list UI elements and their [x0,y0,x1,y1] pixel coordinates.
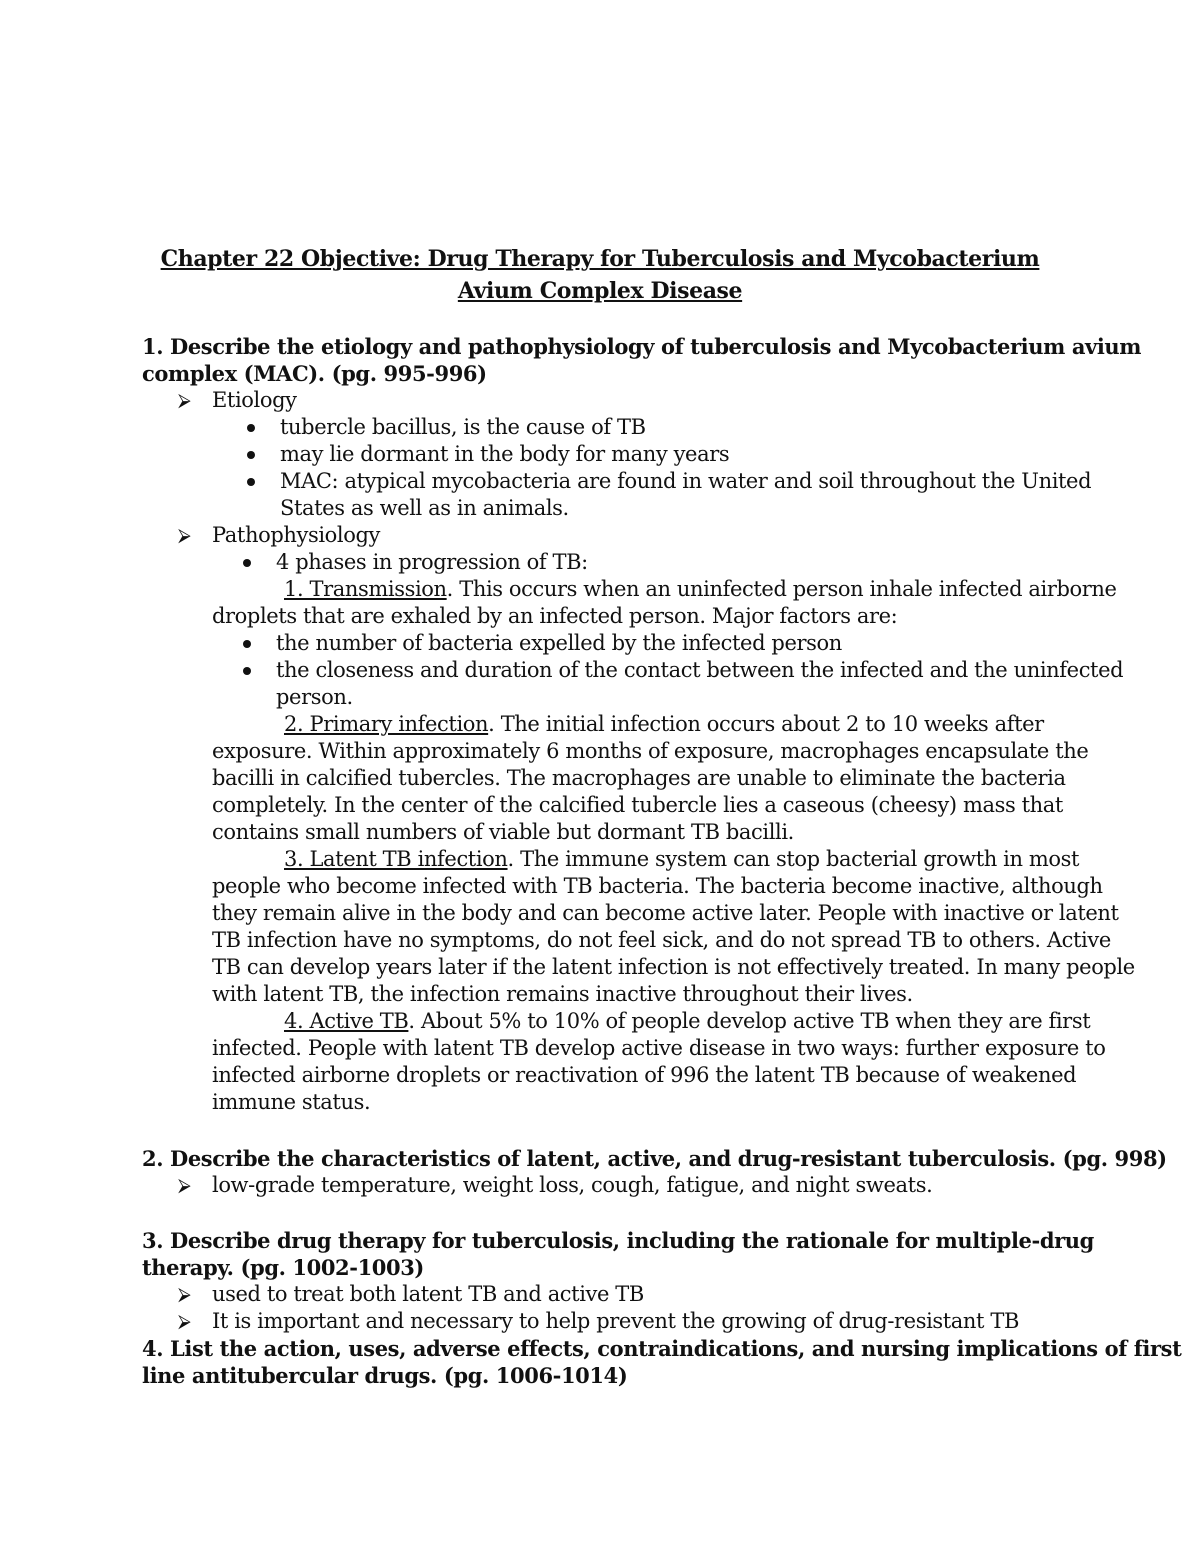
etiology-item: may lie dormant in the body for many years [280,442,730,466]
arrow-bullet-icon: ⮚ [178,1284,191,1305]
active-tb-line-1: 4. Active TB. About 5% to 10% of people develop active TB when they are first [284,1009,1091,1033]
question-3-item: It is important and necessary to help prevent the growing of drug-resistant TB [212,1309,1020,1333]
bullet-dot-icon [247,451,255,459]
transmission-factor: the closeness and duration of the contact between the infected and the uninfected [276,658,1124,682]
transmission-line: droplets that are exhaled by an infected person. Major factors are: [212,604,898,628]
bullet-dot-icon [247,478,255,486]
active-tb-line: infected airborne droplets or reactivation of 996 the latent TB because of weakened [212,1063,1077,1087]
active-tb-heading: 4. Active TB [284,1009,409,1033]
primary-infection-line: completely. In the center of the calcified tubercle lies a caseous (cheesy) mass that [212,793,1063,817]
transmission-line-1: 1. Transmission. This occurs when an uninfected person inhale infected airborne [284,577,1117,601]
arrow-bullet-icon: ⮚ [178,1311,191,1332]
bullet-dot-icon [243,640,251,648]
document-title-line-1: Chapter 22 Objective: Drug Therapy for Tuberculosis and Mycobacterium [160,246,1040,272]
transmission-heading: 1. Transmission [284,577,447,601]
bullet-dot-icon [247,424,255,432]
primary-infection-line: bacilli in calcified tubercles. The macrophages are unable to eliminate the bacteria [212,766,1066,790]
arrow-bullet-icon: ⮚ [178,1175,191,1196]
arrow-bullet-icon: ⮚ [178,390,191,411]
primary-infection-line: exposure. Within approximately 6 months of exposure, macrophages encapsulate the [212,739,1089,763]
phases-intro: 4 phases in progression of TB: [276,550,588,574]
latent-infection-line: TB can develop years later if the latent infection is not effectively treated. In many people [212,955,1135,979]
question-3-item: used to treat both latent TB and active TB [212,1282,644,1306]
question-2-item: low-grade temperature, weight loss, cough, fatigue, and night sweats. [212,1173,933,1197]
etiology-label: Etiology [212,388,297,412]
pathophysiology-label: Pathophysiology [212,523,380,547]
primary-infection-line: contains small numbers of viable but dormant TB bacilli. [212,820,794,844]
latent-infection-heading: 3. Latent TB infection [284,847,508,871]
primary-infection-line-1: 2. Primary infection. The initial infection occurs about 2 to 10 weeks after [284,712,1044,736]
question-2-line-1: 2. Describe the characteristics of latent, active, and drug-resistant tuberculosis. (pg. 998) [142,1146,1167,1171]
primary-infection-heading: 2. Primary infection [284,712,489,736]
transmission-factor: the number of bacteria expelled by the infected person [276,631,842,655]
question-1-line-2: complex (MAC). (pg. 995-996) [142,361,487,386]
etiology-item: MAC: atypical mycobacteria are found in water and soil throughout the United [280,469,1092,493]
active-tb-line: immune status. [212,1090,371,1114]
question-3-line-1: 3. Describe drug therapy for tuberculosis, including the rationale for multiple-drug [142,1228,1094,1253]
question-4-line-1: 4. List the action, uses, adverse effects, contraindications, and nursing implications of first [142,1336,1182,1361]
etiology-item: tubercle bacillus, is the cause of TB [280,415,646,439]
latent-infection-line-1: 3. Latent TB infection. The immune system can stop bacterial growth in most [284,847,1080,871]
latent-infection-line: with latent TB, the infection remains inactive throughout their lives. [212,982,913,1006]
latent-infection-line: they remain alive in the body and can become active later. People with inactive or latent [212,901,1119,925]
bullet-dot-icon [243,559,251,567]
question-4-line-2: line antitubercular drugs. (pg. 1006-1014) [142,1363,628,1388]
question-1-line-1: 1. Describe the etiology and pathophysiology of tuberculosis and Mycobacterium avium [142,334,1142,359]
etiology-item-continued: States as well as in animals. [280,496,569,520]
latent-infection-line: TB infection have no symptoms, do not feel sick, and do not spread TB to others. Active [212,928,1111,952]
bullet-dot-icon [243,667,251,675]
latent-infection-line: people who become infected with TB bacteria. The bacteria become inactive, although [212,874,1103,898]
document-title-line-2: Avium Complex Disease [457,278,743,304]
active-tb-line: infected. People with latent TB develop active disease in two ways: further exposure to [212,1036,1106,1060]
transmission-factor-continued: person. [276,685,353,709]
question-3-line-2: therapy. (pg. 1002-1003) [142,1255,424,1280]
arrow-bullet-icon: ⮚ [178,525,191,546]
